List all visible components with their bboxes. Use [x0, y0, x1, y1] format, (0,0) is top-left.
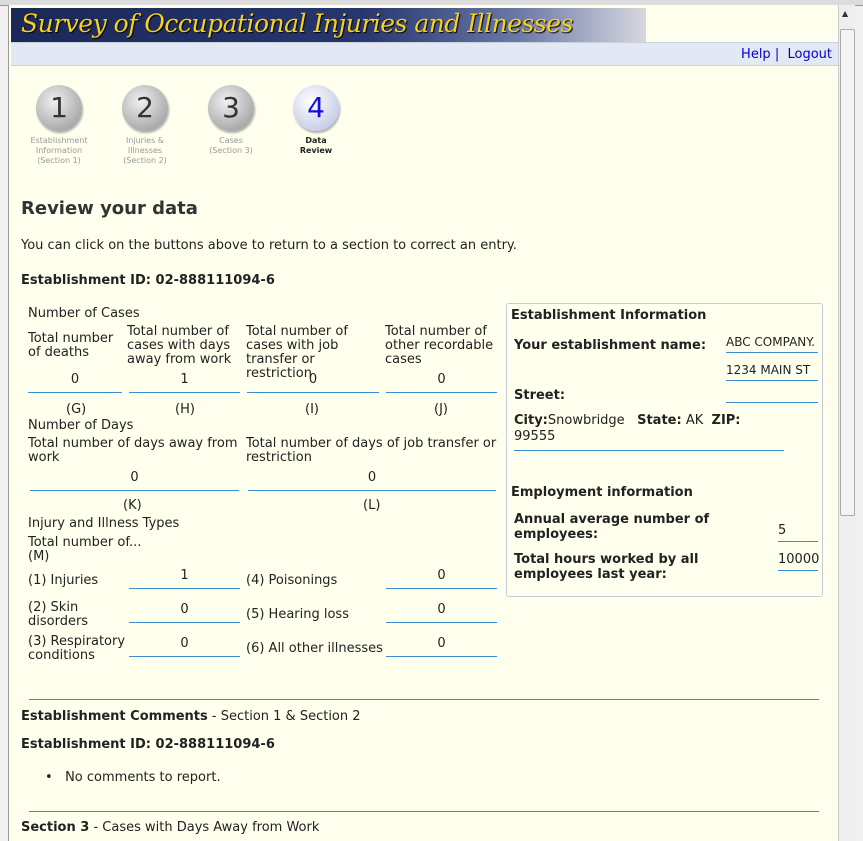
name-label: Your establishment name:	[514, 338, 707, 353]
establishment-info-heading: Establishment Information	[511, 308, 707, 323]
skin-value: 0	[129, 602, 240, 623]
transfer-cases-value: 0	[247, 372, 379, 393]
injuries-value: 1	[129, 568, 240, 589]
section3-heading: Section 3	[21, 820, 90, 835]
respiratory-value: 0	[129, 636, 240, 657]
divider	[29, 811, 819, 812]
street-label: Street:	[514, 388, 566, 403]
types-heading: Injury and Illness Types	[28, 516, 180, 531]
hours-row	[514, 552, 818, 582]
other-cases-value: 0	[386, 372, 497, 393]
step-3-circle: 3	[208, 85, 254, 131]
step-1-button[interactable]	[16, 85, 102, 166]
other-illnesses-value: 0	[386, 636, 497, 657]
top-nav	[11, 42, 838, 66]
days-away-value: 0	[30, 470, 239, 491]
employment-heading: Employment information	[511, 485, 693, 500]
step-4-circle: 4	[293, 85, 339, 131]
code-j: (J)	[434, 402, 448, 417]
code-m: (M)	[28, 549, 50, 564]
page	[8, 5, 838, 841]
days-transfer-value: 0	[248, 470, 496, 491]
scroll-up-arrow-icon[interactable]: ▲	[842, 9, 849, 18]
street-value: 1234 MAIN ST	[726, 363, 818, 381]
transfer-cases-label: Total number of cases with job transfer or restriction	[246, 324, 348, 381]
help-link[interactable]: Help	[741, 47, 771, 62]
zip-value: 99555	[514, 429, 556, 444]
hearing-label: (5) Hearing loss	[246, 607, 349, 622]
state-label: State:	[637, 413, 682, 428]
city-state-zip	[514, 413, 784, 451]
code-k: (K)	[123, 498, 142, 513]
city-value: Snowbridge	[547, 413, 625, 428]
cases-heading: Number of Cases	[28, 306, 140, 321]
days-away-cases-label: Total number of cases with days away from work	[127, 324, 232, 367]
comments-heading: Establishment Comments	[21, 709, 208, 724]
days-away-label: Total number of days away from work	[28, 436, 238, 465]
employees-label: Annual average number of employees:	[514, 512, 710, 542]
hours-value: 10000	[778, 552, 818, 571]
vertical-scrollbar[interactable]	[838, 5, 855, 841]
city-label: City:	[514, 413, 548, 428]
step-2-label: Injuries & Illnesses (Section 2)	[123, 136, 167, 165]
name-row	[514, 335, 818, 353]
step-2-circle: 2	[122, 85, 168, 131]
employees-row	[514, 512, 818, 542]
code-l: (L)	[363, 498, 381, 513]
skin-label: (2) Skin disorders	[28, 600, 89, 629]
establishment-id: Establishment ID: 02-888111094-6	[21, 273, 275, 288]
comments-heading-suffix: - Section 1 & Section 2	[207, 709, 361, 724]
other-illnesses-label: (6) All other illnesses	[246, 641, 383, 656]
instructions: You can click on the buttons above to return to a section to correct an entry.	[21, 238, 517, 253]
deaths-label: Total number of deaths	[28, 331, 114, 360]
days-transfer-label: Total number of days of job transfer or restriction	[246, 436, 497, 465]
step-2-button[interactable]	[102, 85, 188, 166]
banner	[11, 8, 646, 42]
poisonings-value: 0	[386, 568, 497, 589]
zip-label: ZIP:	[711, 413, 741, 428]
separator: |	[774, 47, 780, 62]
scrollbar-thumb[interactable]	[840, 29, 855, 516]
respiratory-label: (3) Respiratory conditions	[28, 634, 126, 663]
other-cases-label: Total number of other recordable cases	[385, 324, 494, 367]
step-1-label: Establishment Information (Section 1)	[30, 136, 88, 165]
comment-item: • No comments to report.	[45, 770, 221, 785]
section3-heading-suffix: - Cases with Days Away from Work	[89, 820, 320, 835]
code-i: (I)	[305, 402, 319, 417]
street-row	[514, 363, 818, 403]
state-value: AK	[685, 413, 704, 428]
poisonings-label: (4) Poisonings	[246, 573, 338, 588]
divider	[29, 699, 819, 700]
days-heading: Number of Days	[28, 418, 134, 433]
deaths-value: 0	[28, 372, 122, 393]
step-4-button[interactable]	[273, 85, 359, 156]
injuries-label: (1) Injuries	[28, 573, 99, 588]
step-3-label: Cases (Section 3)	[209, 136, 253, 155]
employees-value: 5	[778, 523, 818, 542]
hearing-value: 0	[386, 602, 497, 623]
page-title: Review your data	[21, 198, 198, 219]
types-subheading: Total number of...	[28, 535, 142, 550]
code-h: (H)	[175, 402, 195, 417]
step-4-label: Data Review	[299, 136, 333, 155]
logout-link[interactable]: Logout	[787, 47, 832, 62]
hours-label: Total hours worked by all employees last year:	[514, 552, 699, 582]
code-g: (G)	[66, 402, 87, 417]
name-value: ABC COMPANY.	[726, 335, 818, 353]
step-3-button[interactable]	[188, 85, 274, 156]
comments-establishment-id: Establishment ID: 02-888111094-6	[21, 737, 275, 752]
step-1-circle: 1	[36, 85, 82, 131]
street-line-2	[726, 397, 818, 403]
banner-title: Survey of Occupational Injuries and Illnesses	[21, 9, 573, 38]
days-away-cases-value: 1	[129, 372, 240, 393]
establishment-info-box	[506, 303, 823, 597]
